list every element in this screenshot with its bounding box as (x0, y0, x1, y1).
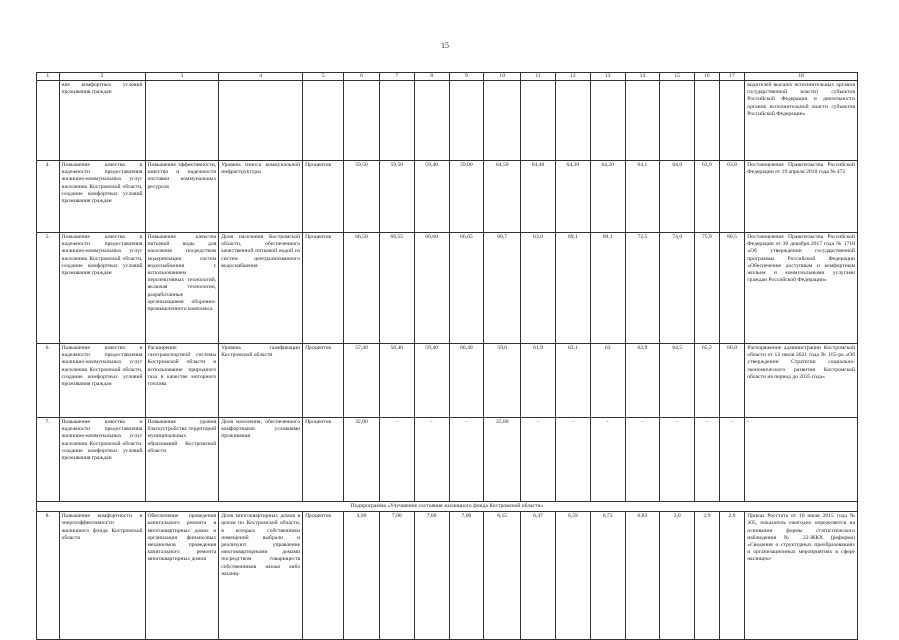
indicator-cell: Уровень газификации Костромской области (219, 344, 303, 418)
value-cell: 66,7 (484, 233, 521, 344)
value-cell: 66,60 (414, 233, 449, 344)
value-cell: 59,6 (484, 344, 521, 418)
value-cell: - (590, 418, 625, 502)
value-cell: 69,1 (555, 233, 590, 344)
table-row (37, 418, 858, 502)
value-cell: 59,50 (379, 161, 414, 233)
value-cell (625, 81, 660, 161)
value-cell: 2,9 (695, 512, 720, 640)
unit-cell: Процентов (303, 344, 344, 418)
value-cell: 72,5 (625, 233, 660, 344)
indicator-cell: Уровень износа коммунальной инфраструктуры (219, 161, 303, 233)
value-cell: 6,83 (625, 512, 660, 640)
value-cell: 62,9 (625, 344, 660, 418)
table-row (37, 161, 858, 233)
table-row (37, 512, 858, 640)
goal-cell: Повышение качества и надежности предоставления жилищно-коммунальных услуг населению Костромской области, создание комфортных условий проживания граждан (59, 344, 145, 418)
value-cell: - (555, 418, 590, 502)
column-header: 5 (303, 73, 344, 81)
indicator-cell: Доля населения Костромской области, обеспеченного качественной питьевой водой из систем централизованного водоснабжения (219, 233, 303, 344)
column-header: 15 (660, 73, 695, 81)
value-cell: 66,0 (719, 344, 745, 418)
header-row (37, 73, 858, 81)
value-cell (555, 81, 590, 161)
row-number (37, 81, 60, 161)
value-cell: 65,2 (695, 344, 720, 418)
column-header: 18 (745, 73, 858, 81)
column-header: 3 (145, 73, 219, 81)
value-cell: - (379, 418, 414, 502)
unit-cell: Процентов (303, 233, 344, 344)
value-cell: - (449, 418, 484, 502)
value-cell: 2,9 (719, 512, 745, 640)
source-cell: Постановление Правительства Российской Федерации от 19 апреля 2018 года № 472 (745, 161, 858, 233)
value-cell: - (521, 418, 556, 502)
value-cell: 3,0 (660, 512, 695, 640)
value-cell: 6,59 (555, 512, 590, 640)
value-cell: 63,9 (695, 161, 720, 233)
value-cell: 66,55 (379, 233, 414, 344)
value-cell: 57,40 (344, 344, 380, 418)
subprogram-title: Подпрограмма «Улучшение состояния жилищного фонда Костромской области» (37, 502, 858, 512)
value-cell: 66,50 (344, 233, 380, 344)
source-cell: - (745, 418, 858, 502)
value-cell (449, 81, 484, 161)
goal-cell: Повышение качества и надежности предоставления жилищно-коммунальных услуг населению Костромской области, создание комфортных условий проживания граждан (59, 161, 145, 233)
value-cell: 60,40 (449, 344, 484, 418)
value-cell: 59,00 (449, 161, 484, 233)
value-cell: 75,9 (695, 233, 720, 344)
column-header: 4 (219, 73, 303, 81)
value-cell (660, 81, 695, 161)
column-header: 14 (625, 73, 660, 81)
subprogram-row (37, 502, 858, 512)
column-header: 9 (449, 73, 484, 81)
value-cell: 64,50 (484, 161, 521, 233)
indicator-cell (219, 81, 303, 161)
column-header: 12 (555, 73, 590, 81)
column-header: 1 (37, 73, 60, 81)
task-cell: Обеспечение проведения капитального ремонта в многоквартирных домах и организация финансовых механизмов проведения капитального ремонта многоквартирных домов (145, 512, 219, 640)
value-cell (521, 81, 556, 161)
unit-cell (303, 81, 344, 161)
value-cell: 58,40 (379, 344, 414, 418)
source-cell: Приказ Росстата от 10 июля 2015 года № 305, показатель ежегодно определяется на основании формы статистического наблюдения № 22-ЖКХ (реформа) «Сведения о структурных преобразованиях и организационных мероприятиях в сфере жилищно- (745, 512, 858, 640)
table-row (37, 344, 858, 418)
goal-cell: Повышение комфортности и энергоэффективности жилищного фонда Костромской области (59, 512, 145, 640)
value-cell: 64,1 (625, 161, 660, 233)
value-cell: 6,47 (521, 512, 556, 640)
column-header: 17 (719, 73, 745, 81)
goal-cell: ние комфортных условий проживания граждан (59, 81, 145, 161)
value-cell: 7,00 (379, 512, 414, 640)
unit-cell: Процентов (303, 418, 344, 502)
value-cell: 6,15 (484, 512, 521, 640)
value-cell: 63 (590, 344, 625, 418)
column-header: 8 (414, 73, 449, 81)
value-cell: 4,90 (344, 512, 380, 640)
task-cell: Повышение качества питьевой воды для населения посредством модернизации систем водоснабжения с использованием перспективных технологий, включая технологии, разработанные организациями оборонно-промышленного комплекса (145, 233, 219, 344)
value-cell: - (625, 418, 660, 502)
value-cell (414, 81, 449, 161)
value-cell: - (660, 418, 695, 502)
indicators-table (36, 72, 858, 640)
value-cell (719, 81, 745, 161)
source-cell: водителей высших исполнительных органов государственной власти) субъектов Российской Федерации и деятельности органов исполнительной власти субъектов Российской Федерации» (745, 81, 858, 161)
value-cell: 63,8 (719, 161, 745, 233)
value-cell: 59,40 (414, 344, 449, 418)
unit-cell: Процентов (303, 512, 344, 640)
value-cell: - (414, 418, 449, 502)
row-number: 4. (37, 161, 60, 233)
value-cell: 7,00 (414, 512, 449, 640)
value-cell: 61,9 (521, 344, 556, 418)
source-cell: Постановление Правительства Российской Федерации от 30 декабря 2017 года № 1710 «Об утверждении государственной программы Российской Федерации «Обеспечение доступным и комфортным жильем и коммунальными услугами граждан Российской Федерации» (745, 233, 858, 344)
row-number: 7. (37, 418, 60, 502)
value-cell: 69,1 (590, 233, 625, 344)
value-cell: 35,00 (484, 418, 521, 502)
value-cell: 6,73 (590, 512, 625, 640)
column-header: 16 (695, 73, 720, 81)
table-row (37, 81, 858, 161)
source-cell: Распоряжение администрации Костромской области от 12 июля 2021 года № 165-ра «Об утверждении Стратегии социально-экономического развития Костромской области на период до 2035 года» (745, 344, 858, 418)
column-header: 11 (521, 73, 556, 81)
row-number: 8. (37, 512, 60, 640)
value-cell: 59,40 (414, 161, 449, 233)
column-header: 7 (379, 73, 414, 81)
value-cell: 32,00 (344, 418, 380, 502)
value-cell: 74,0 (660, 233, 695, 344)
value-cell (344, 81, 380, 161)
row-number: 5. (37, 233, 60, 344)
task-cell (145, 81, 219, 161)
column-header: 6 (344, 73, 380, 81)
column-header: 10 (484, 73, 521, 81)
task-cell: Расширение газотранспортной системы Костромской области и использование природного газа в качестве моторного топлива (145, 344, 219, 418)
value-cell (695, 81, 720, 161)
unit-cell: Процентов (303, 161, 344, 233)
value-cell: 66,65 (449, 233, 484, 344)
goal-cell: Повышение качества и надежности предоставления жилищно-коммунальных услуг населению Костромской области, создание комфортных условий проживания граждан (59, 418, 145, 502)
value-cell: - (719, 418, 745, 502)
value-cell: 7,00 (449, 512, 484, 640)
value-cell: 64,30 (555, 161, 590, 233)
row-number: 6. (37, 344, 60, 418)
value-cell: 63,0 (521, 233, 556, 344)
value-cell: 64,40 (521, 161, 556, 233)
value-cell: 64,0 (660, 161, 695, 233)
task-cell: Повышение уровня благоустройства территорий муниципальных образований Костромской области (145, 418, 219, 502)
column-header: 2 (59, 73, 145, 81)
table-row (37, 233, 858, 344)
value-cell (484, 81, 521, 161)
indicator-cell: Доля многоквартирных домов в целом по Костромской области, в которых собственники помещений выбрали и реализуют управление многоквартирными домами посредством товариществ собственников жилья либо жилищ- (219, 512, 303, 640)
value-cell (379, 81, 414, 161)
page-number: 15 (441, 41, 449, 50)
task-cell: Повышение эффективности, качества и надежности поставки коммунальных ресурсов (145, 161, 219, 233)
value-cell: 80,5 (719, 233, 745, 344)
table-body (37, 81, 858, 640)
value-cell: - (695, 418, 720, 502)
value-cell: 64,20 (590, 161, 625, 233)
value-cell: 62,1 (555, 344, 590, 418)
indicator-cell: Доля населения, обеспеченного комфортными условиями проживания (219, 418, 303, 502)
column-header: 13 (590, 73, 625, 81)
value-cell (590, 81, 625, 161)
value-cell: 64,5 (660, 344, 695, 418)
value-cell: 59,50 (344, 161, 380, 233)
goal-cell: Повышение качества и надежности предоставления жилищно-коммунальных услуг населению Костромской области, создание комфортных условий проживания граждан (59, 233, 145, 344)
